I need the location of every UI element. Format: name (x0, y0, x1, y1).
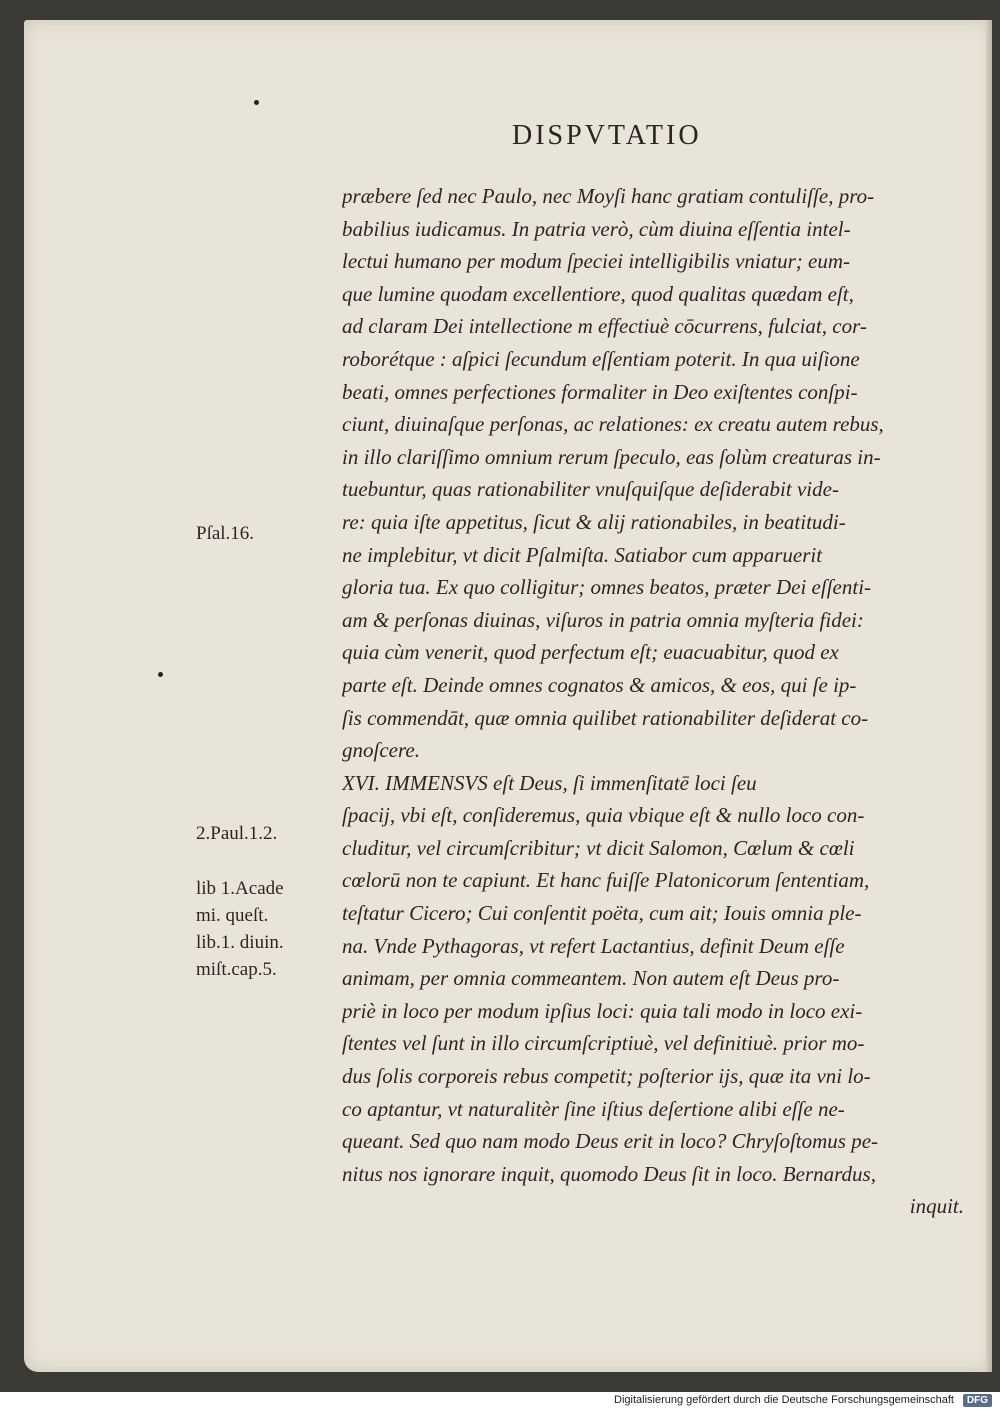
text-line: beati, omnes perfectiones formaliter in Deo exiſtentes conſpi- (342, 379, 858, 404)
page-edge (986, 20, 992, 1372)
ink-speck (254, 100, 259, 105)
text-line: ſtentes vel ſunt in illo circumſcriptiuè, vel definitiuè. prior mo- (342, 1031, 865, 1056)
text-line: dus ſolis corporeis rebus competit; poſterior ijs, quæ ita vni lo- (342, 1064, 871, 1089)
text-line: gloria tua. Ex quo colligitur; omnes beatos, præter Dei eſſenti- (342, 575, 872, 600)
text-line: in illo clariſſimo omnium rerum ſpeculo, eas ſolùm creaturas in- (342, 444, 881, 469)
text-line: co aptantur, vt naturalitèr ſine iſtius deſertione alibi eſſe ne- (342, 1096, 845, 1121)
section-heading-line: XVI. IMMENSVS eſt Deus, ſi immenſitatē loci ſeu (342, 770, 757, 795)
text-line: ne implebitur, vt dicit Pſalmiſta. Satiabor cum apparuerit (342, 542, 823, 567)
text-line: nitus nos ignorare inquit, quomodo Deus ſit in loco. Bernardus, (342, 1161, 876, 1186)
running-head: DISPVTATIO (512, 120, 702, 151)
text-line: teſtatur Cicero; Cui conſentit poëta, cum ait; Iouis omnia ple- (342, 901, 862, 926)
text-line: na. Vnde Pythagoras, vt refert Lactantius, definit Deum eſſe (342, 933, 845, 958)
book-page (24, 20, 992, 1372)
text-line: lectui humano per modum ſpeciei intelligibilis vniatur; eum- (342, 249, 850, 274)
text-line: que lumine quodam excellentiore, quod qualitas quædam eſt, (342, 281, 854, 306)
text-line: roborétque : aſpici ſecundum eſſentiam poterit. In qua uiſione (342, 346, 860, 371)
text-line: ſpacij, vbi eſt, conſideremus, quia vbique eſt & nullo loco con- (342, 803, 865, 828)
text-line: tuebuntur, quas rationabiliter vnuſquiſque deſiderabit vide- (342, 477, 839, 502)
text-line: animam, per omnia commeantem. Non autem eſt Deus pro- (342, 966, 840, 991)
text-line: am & perſonas diuinas, viſuros in patria omnia myſteria fidei: (342, 607, 864, 632)
text-line: cœlorū non te capiunt. Et hanc fuiſſe Platonicorum ſententiam, (342, 868, 870, 893)
dfg-logo: DFG (963, 1394, 992, 1407)
text-line: quia cùm venerit, quod perfectum eſt; euacuabitur, quod ex (342, 640, 839, 665)
text-line: priè in loco per modum ipſius loci: quia tali modo in loco exi- (342, 998, 863, 1023)
text-line: ciunt, diuinaſque perſonas, ac relationes: ex creatu autem rebus, (342, 412, 884, 437)
footer (0, 1392, 1000, 1411)
margin-note-academica-4: miſt.cap.5. (196, 959, 277, 980)
text-line: cluditur, vel circumſcribitur; vt dicit Salomon, Cœlum & cœli (342, 835, 855, 860)
body-text (342, 180, 964, 1223)
text-line: gnoſcere. (342, 738, 420, 763)
margin-note-academica-1: lib 1.Acade (196, 878, 284, 899)
funding-notice: Digitalisierung gefördert durch die Deutsche Forschungsgemeinschaft (614, 1394, 954, 1406)
margin-note-paul: 2.Paul.1.2. (196, 823, 278, 844)
text-line: re: quia iſte appetitus, ſicut & alij rationabiles, in beatitudi- (342, 509, 846, 534)
margin-note-academica-2: mi. queſt. (196, 905, 269, 926)
text-line: parte eſt. Deinde omnes cognatos & amicos, & eos, qui ſe ip- (342, 672, 857, 697)
text-line: ſis commendāt, quæ omnia quilibet rationabiliter deſiderat co- (342, 705, 869, 730)
text-line: ad claram Dei intellectione m effectiuè cōcurrens, fulciat, cor- (342, 314, 867, 339)
text-line: queant. Sed quo nam modo Deus erit in loco? Chryſoſtomus pe- (342, 1129, 879, 1154)
margin-note-psalm: Pſal.16. (196, 523, 255, 544)
ink-speck (158, 672, 163, 677)
text-line: præbere ſed nec Paulo, nec Moyſi hanc gratiam contuliſſe, pro- (342, 184, 875, 208)
margin-note-academica-3: lib.1. diuin. (196, 932, 284, 953)
catchword: inquit. (909, 1194, 964, 1219)
text-line: babilius iudicamus. In patria verò, cùm diuina eſſentia intel- (342, 216, 851, 241)
